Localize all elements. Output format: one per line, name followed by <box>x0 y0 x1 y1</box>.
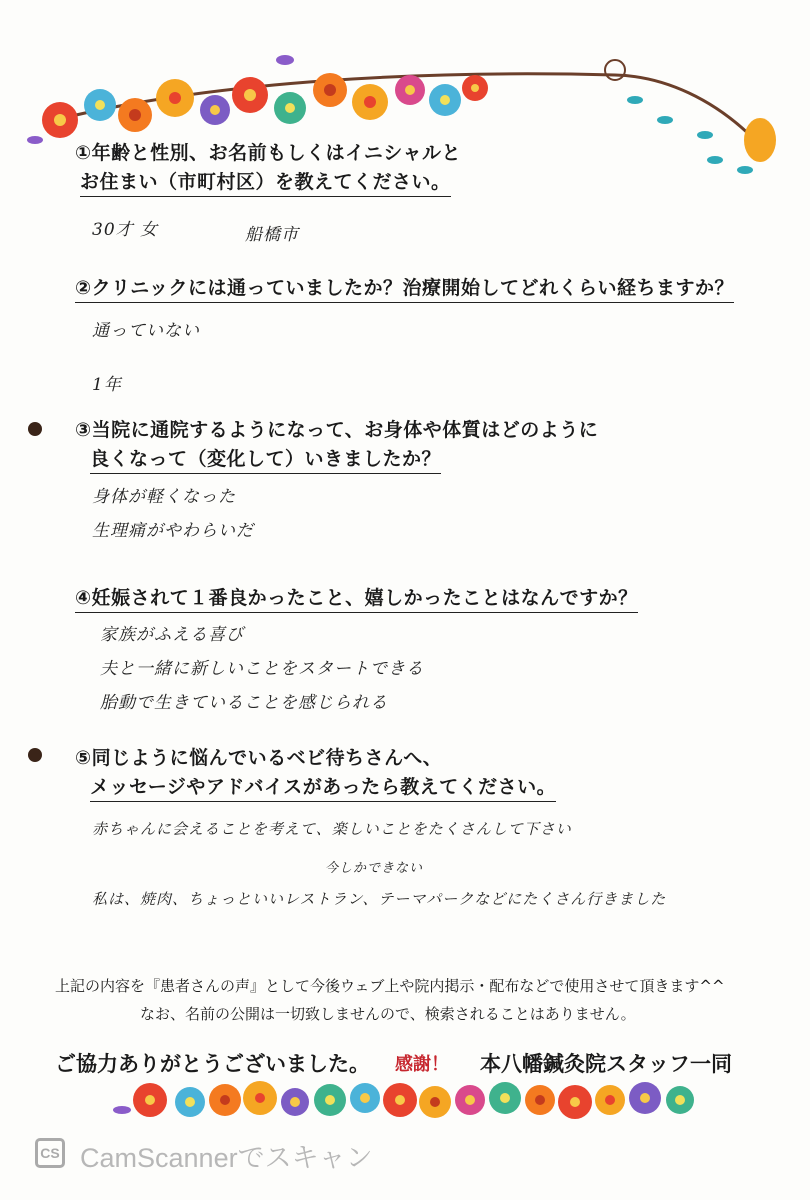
question-3-line-2: 良くなって（変化して）いきましたか？ <box>90 444 441 474</box>
question-1-line-2: お住まい（市町村区）を教えてください。 <box>80 167 451 197</box>
staff-signature: 本八幡鍼灸院スタッフ一同 <box>480 1052 732 1076</box>
answer-3-line-2: 生理痛がやわらいだ <box>92 521 254 541</box>
question-1-line-1: ①年齢と性別、お名前もしくはイニシャルと <box>75 142 461 164</box>
floral-border-bottom <box>110 1070 710 1130</box>
answer-1-age-sex: 30才 女 <box>92 220 159 240</box>
answer-4-line-3: 胎動で生きていることを感じられる <box>100 693 388 713</box>
question-2-line-1: ②クリニックには通っていましたか？治療開始してどれくらい経ちますか？ <box>75 273 734 303</box>
thanks-message: ご協力ありがとうございました。 <box>55 1052 370 1076</box>
answer-1-city: 船橋市 <box>245 225 299 245</box>
question-5-line-2: メッセージやアドバイスがあったら教えてください。 <box>90 772 556 802</box>
answer-5-insert: 今しかできない <box>325 861 424 876</box>
answer-2-line-2: 1年 <box>92 375 122 395</box>
footer-usage-notice: 上記の内容を『患者さんの声』として今後ウェブ上や院内掲示・配布などで使用させて頂きます^^ <box>55 977 725 995</box>
question-5-line-1: ⑤同じように悩んでいるベビ待ちさんへ、 <box>75 747 443 769</box>
question-4-line-1: ④妊娠されて１番良かったこと、嬉しかったことはなんですか？ <box>75 583 638 613</box>
footer-privacy-notice: なお、名前の公開は一切致しませんので、検索されることはありません。 <box>140 1005 636 1023</box>
question-3-line-1: ③当院に通院するようになって、お身体や体質はどのように <box>75 419 599 441</box>
answer-4-line-2: 夫と一緒に新しいことをスタートできる <box>100 659 424 679</box>
answer-2-line-1: 通っていない <box>92 321 200 341</box>
camscanner-logo: CS <box>35 1138 65 1168</box>
answer-3-line-1: 身体が軽くなった <box>92 487 236 507</box>
kansha-label: 感謝！ <box>395 1054 449 1075</box>
bullet-dot <box>28 422 42 436</box>
answer-5-line-1: 赤ちゃんに会えることを考えて、楽しいことをたくさんして下さい <box>92 820 572 838</box>
bullet-dot <box>28 748 42 762</box>
answer-5-line-2: 私は、焼肉、ちょっといいレストラン、テーマパークなどにたくさん行きました <box>92 890 667 908</box>
answer-4-line-1: 家族がふえる喜び <box>100 625 244 645</box>
camscanner-label: CamScannerでスキャン <box>80 1143 373 1173</box>
